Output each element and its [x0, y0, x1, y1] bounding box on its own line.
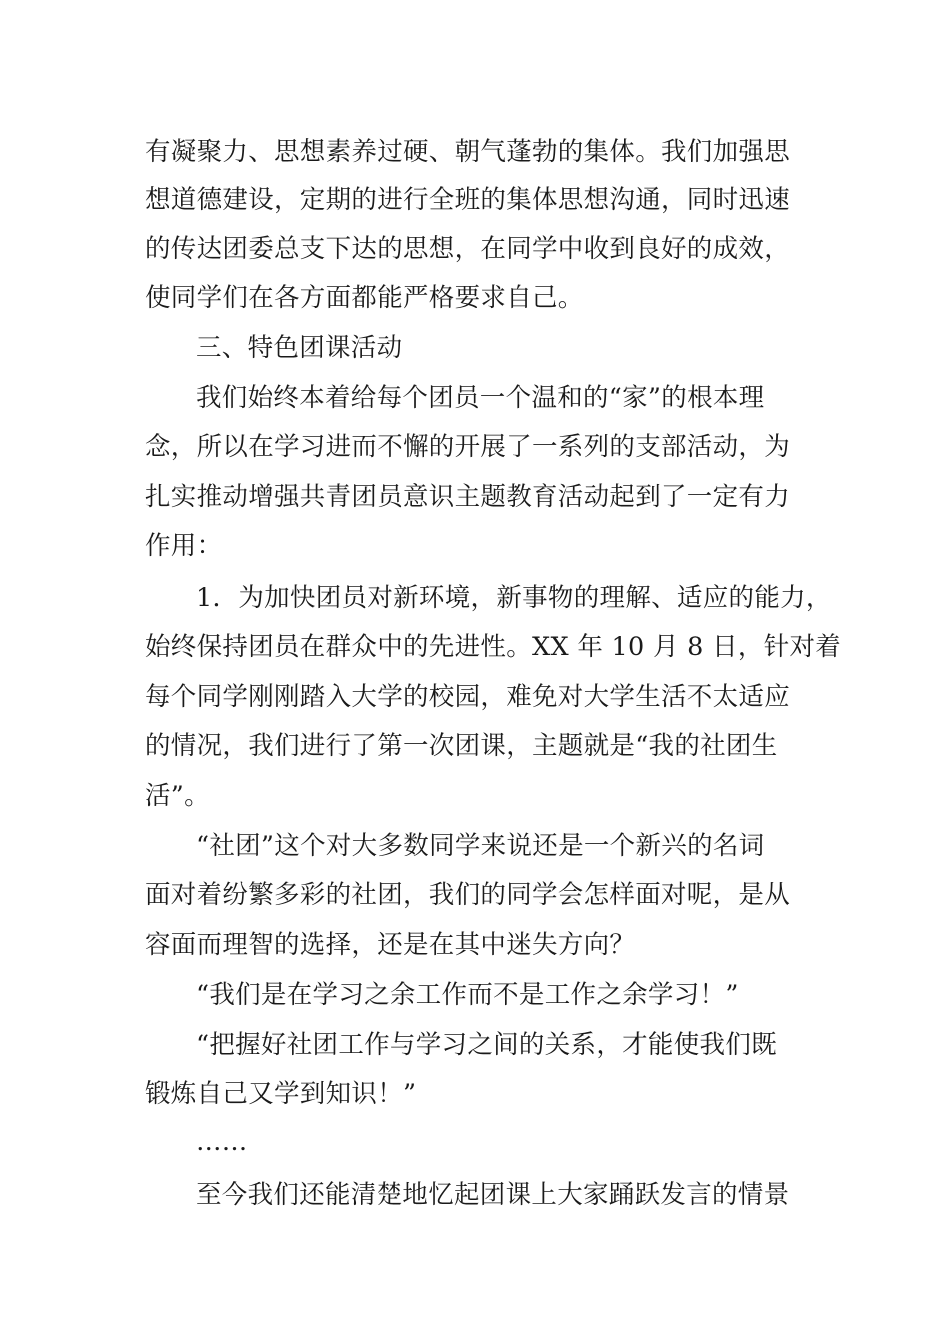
paragraph-line: 使同学们在各方面都能严格要求自己。 — [145, 283, 584, 313]
ellipsis-line: …… — [196, 1127, 248, 1157]
paragraph-line: 面对着纷繁多彩的社团，我们的同学会怎样面对呢，是从 — [145, 880, 791, 910]
paragraph-line: 有凝聚力、思想素养过硬、朝气蓬勃的集体。我们加强思 — [145, 137, 791, 167]
paragraph-line: “社团”这个对大多数同学来说还是一个新兴的名词 — [196, 831, 765, 861]
quote-line: “把握好社团工作与学习之间的关系，才能使我们既 — [196, 1030, 777, 1060]
paragraph-line: 的传达团委总支下达的思想，在同学中收到良好的成效， — [145, 234, 791, 264]
list-item-line: 1．为加快团员对新环境，新事物的理解、适应的能力， — [196, 583, 832, 613]
paragraph-line: 念，所以在学习进而不懈的开展了一系列的支部活动，为 — [145, 432, 791, 462]
paragraph-line: 始终保持团员在群众中的先进性。XX 年 10 月 8 日，针对着 — [145, 632, 842, 662]
paragraph-line: 至今我们还能清楚地忆起团课上大家踊跃发言的情景 — [196, 1180, 790, 1210]
paragraph-line: 扎实推动增强共青团员意识主题教育活动起到了一定有力 — [145, 482, 791, 512]
quote-line: “我们是在学习之余工作而不是工作之余学习！” — [196, 980, 739, 1010]
paragraph-line: 每个同学刚刚踏入大学的校园，难免对大学生活不太适应 — [145, 682, 791, 712]
paragraph-line: 活”。 — [145, 781, 210, 811]
paragraph-line: 容面而理智的选择，还是在其中迷失方向？ — [145, 930, 636, 960]
paragraph-line: 的情况，我们进行了第一次团课，主题就是“我的社团生 — [145, 731, 778, 761]
paragraph-line: 作用： — [145, 531, 223, 561]
section-heading: 三、特色团课活动 — [196, 333, 403, 363]
quote-line: 锻炼自己又学到知识！” — [145, 1079, 417, 1109]
paragraph-line: 想道德建设，定期的进行全班的集体思想沟通，同时迅速 — [145, 185, 791, 215]
paragraph-line: 我们始终本着给每个团员一个温和的“家”的根本理 — [196, 383, 765, 413]
